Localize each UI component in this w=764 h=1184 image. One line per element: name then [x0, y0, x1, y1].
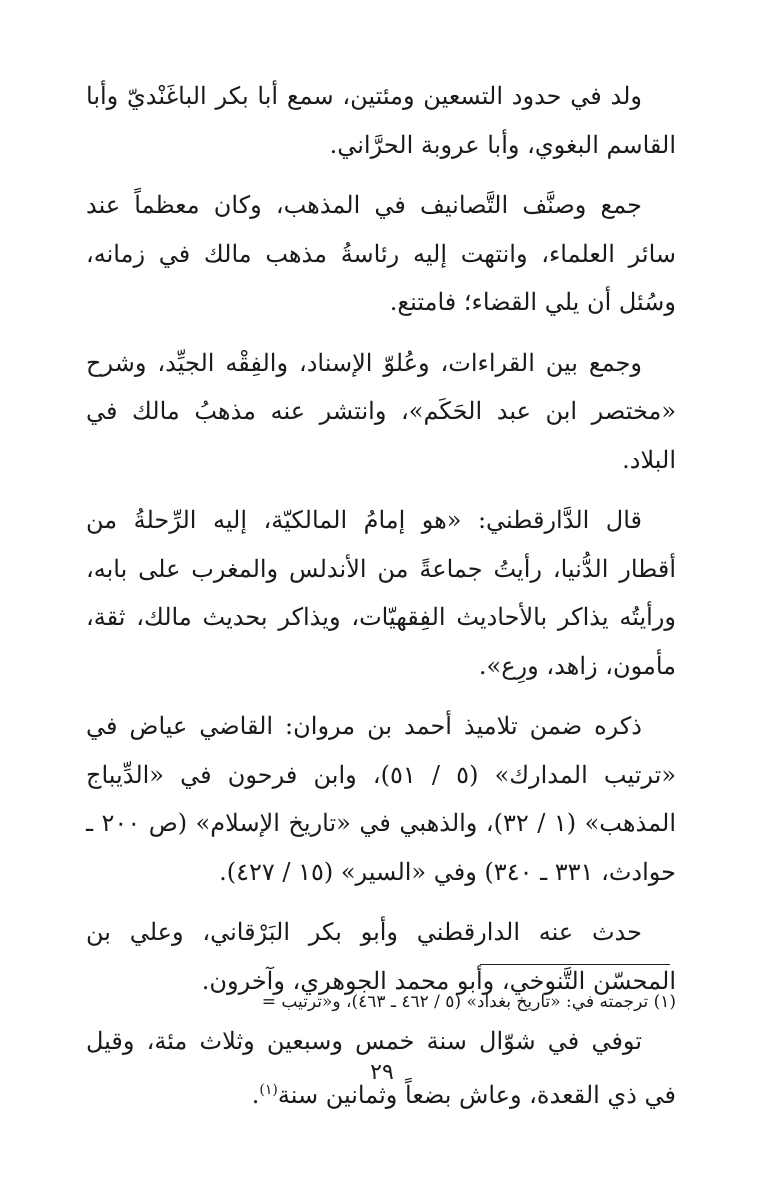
paragraph-scholarship: وجمع بين القراءات، وعُلوّ الإسناد، والفِقْه الجيِّد، وشرح «مختصر ابن عبد الحَكَم»، وانتشر عنه مذهبُ مالك في البلاد. [86, 348, 676, 474]
paragraph-death-text: توفي في شوّال سنة خمس وسبعين وثلاث مئة، وقيل في ذي القعدة، وعاش بضعاً وثمانين سنة [86, 1027, 676, 1109]
paragraph-daraqutni-quote: قال الدَّارقطني: «هو إمامُ المالكيّة، إليه الرِّحلةُ من أقطار الدُّنيا، رأيتُ جماعةً من الأندلس والمغرب على بابه، ورأيتُه يذاكر بالأحاديث الفِقهيّات، ويذاكر بحديث مالك، ثقة، مأمون، زاهد، ورِع». [86, 506, 676, 680]
paragraph-students: حدث عنه الدارقطني وأبو بكر البَرْقاني، وعلي بن المحسّن التَّنوخي، وأبو محمد الجوهري، وآخرون. [86, 918, 676, 995]
footnote-marker: (١) [259, 1081, 278, 1098]
body-text [86, 72, 676, 1131]
paragraph-death-end: . [251, 1080, 260, 1109]
paragraph-birth: ولد في حدود التسعين ومئتين، سمع أبا بكر الباغَنْديّ وأبا القاسم البغوي، وأبا عروبة الحرَّاني. [86, 82, 676, 159]
paragraph-sources: ذكره ضمن تلاميذ أحمد بن مروان: القاضي عياض في «ترتيب المدارك» (٥ / ٥١)، وابن فرحون في «الدِّيباج المذهب» (١ / ٣٢)، والذهبي في «تاريخ الإسلام» (ص ٢٠٠ ـ حوادث، ٣٣١ ـ ٣٤٠) وفي «السير» (١٥ / ٤٢٧). [86, 712, 677, 886]
paragraph-works: جمع وصنَّف التَّصانيف في المذهب، وكان معظماً عند سائر العلماء، وانتهت إليه رئاسةُ مذهب مالك في زمانه، وسُئل أن يلي القضاء؛ فامتنع. [86, 191, 676, 316]
page-number: ٢٩ [370, 1060, 394, 1085]
footnote-divider [480, 964, 670, 965]
footnote: (١) ترجمته في: «تاريخ بغداد» (٥ / ٤٦٢ ـ ٤٦٣)، و«ترتيب = [261, 992, 676, 1012]
